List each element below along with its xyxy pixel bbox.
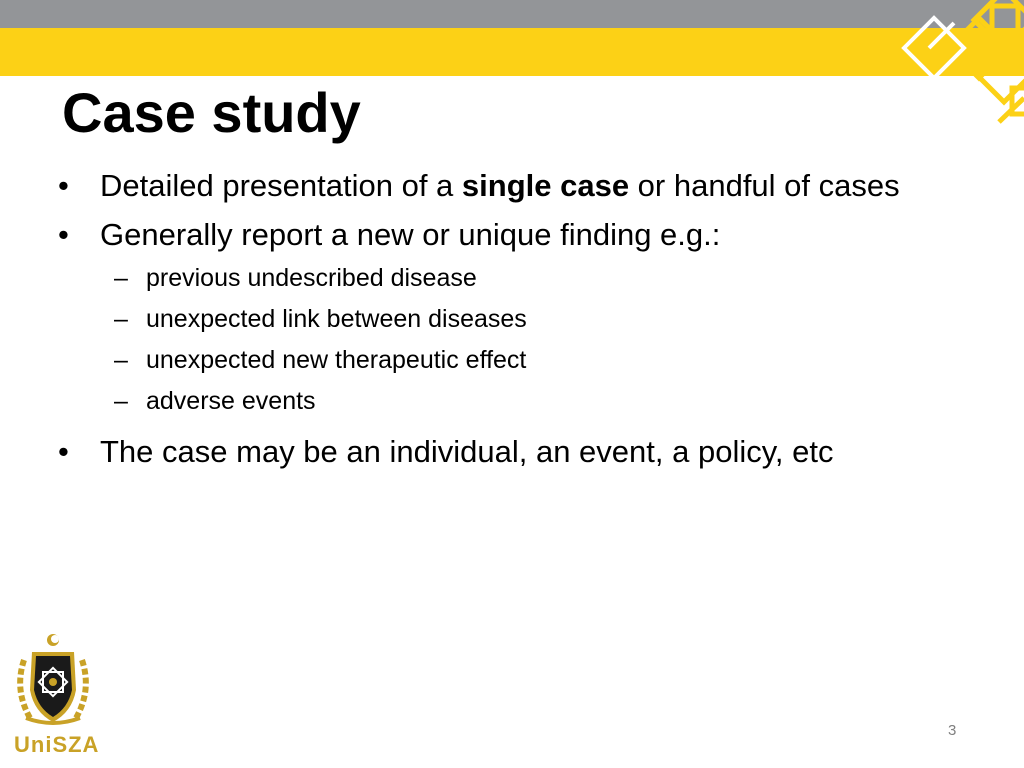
bullet-text: The case may be an individual, an event, a policy, etc <box>100 434 834 469</box>
sub-bullet-item <box>100 258 938 299</box>
sub-bullet-text: adverse events <box>146 387 316 415</box>
dash-marker: – <box>114 387 128 415</box>
sub-bullet-item <box>100 381 938 422</box>
bullet-item <box>58 215 938 422</box>
bullet-list <box>58 166 938 471</box>
university-crest-icon <box>10 630 96 730</box>
sub-bullet-text: unexpected new therapeutic effect <box>146 346 527 374</box>
dash-marker: – <box>114 264 128 292</box>
bullet-marker: • <box>58 168 69 203</box>
sub-bullet-text: previous undescribed disease <box>146 264 477 292</box>
dash-marker: – <box>114 346 128 374</box>
sub-bullet-item <box>100 299 938 340</box>
bullet-text: Detailed presentation of a <box>100 168 462 203</box>
sub-bullet-item <box>100 340 938 381</box>
bullet-text-bold: single case <box>461 168 630 203</box>
dash-marker: – <box>114 305 128 333</box>
logo-wordmark: UniSZA <box>14 732 100 757</box>
corner-pattern-icon <box>834 0 1024 160</box>
page-number: 3 <box>948 722 957 739</box>
sub-bullet-list <box>100 258 938 422</box>
slide-title: Case study <box>62 81 361 144</box>
bullet-marker: • <box>58 434 69 469</box>
bullet-text: or handful of cases <box>629 168 900 203</box>
sub-bullet-text: unexpected link between diseases <box>146 305 527 333</box>
bullet-text: Generally report a new or unique finding e.g.: <box>100 217 721 252</box>
bullet-item <box>58 166 938 205</box>
bullet-item <box>58 432 938 471</box>
bullet-marker: • <box>58 217 69 252</box>
